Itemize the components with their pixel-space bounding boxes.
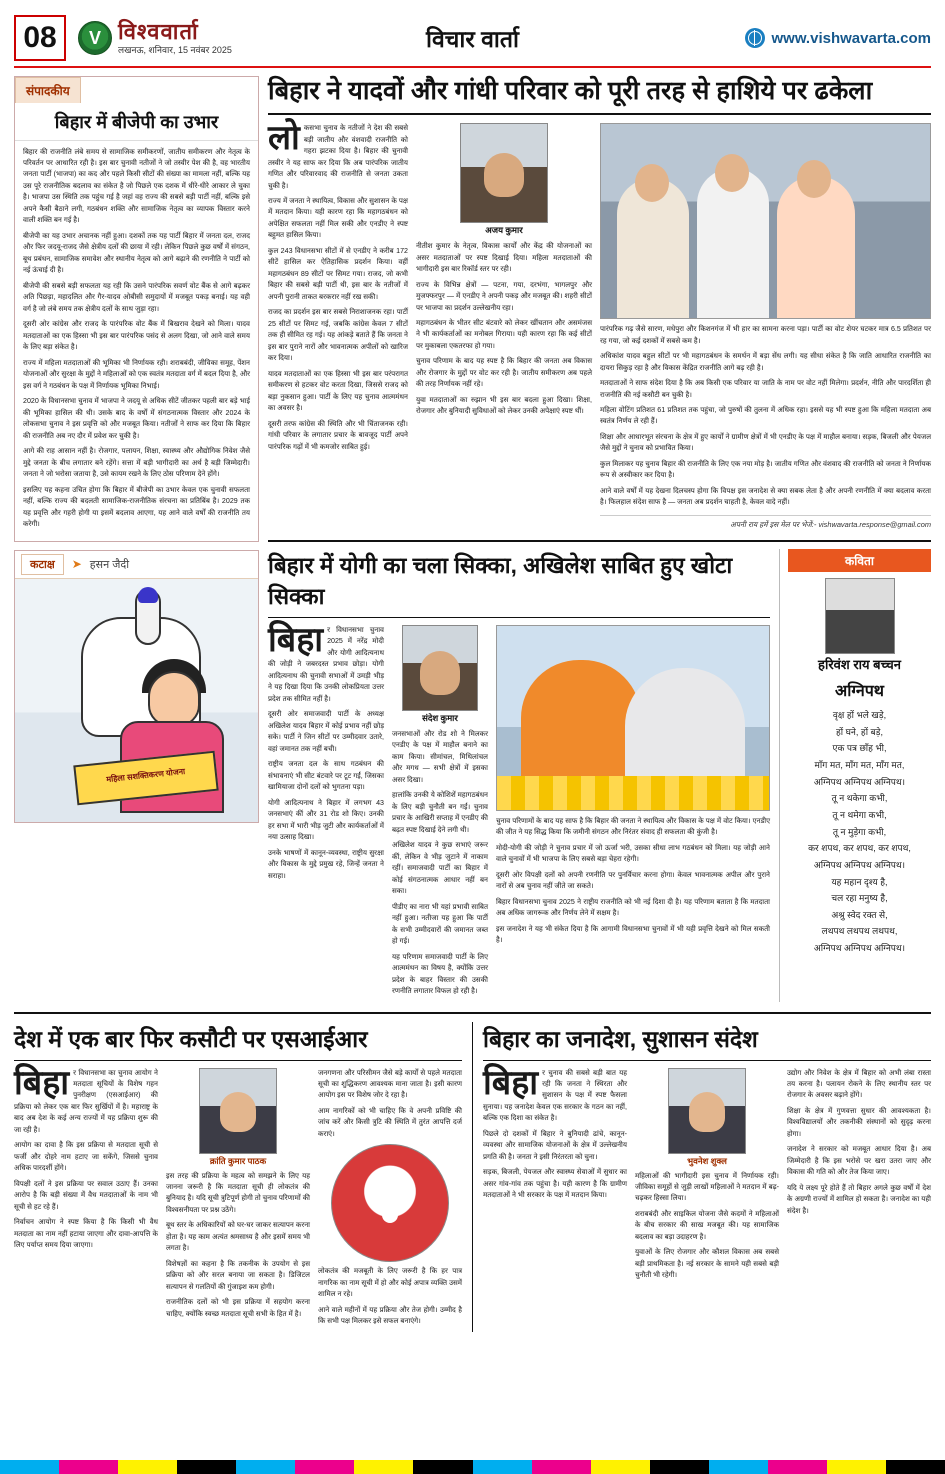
color-swatch (886, 1460, 945, 1474)
poem-line: तू न थकेगा कभी, (831, 793, 888, 804)
poem-lines (788, 707, 931, 957)
cartoon-header (15, 551, 258, 579)
arrow-right-icon: ➤ (71, 557, 82, 572)
second-para: हालांकि उनकी ये कोशिशें महागठबंधन के लिए बड़ी चुनौती बन गईं। चुनाव प्रचार के आखिरी सप्ताह में एनडीए की बढ़त स्पष्ट दिखाई देने लगी थी। (392, 791, 488, 834)
editorial-box (14, 76, 259, 542)
editorial-headline: बिहार में बीजेपी का उभार (15, 103, 258, 141)
page-number: 08 (14, 15, 66, 61)
story-four-column-3 (787, 1068, 931, 1286)
second-para: दूसरी ओर विपक्षी दलों को अपनी रणनीति पर पुनर्विचार करना होगा। केवल भावनात्मक अपील और पुराने नारों से अब चुनाव नहीं जीते जा सकते। (496, 870, 770, 891)
second-para: अखिलेश यादव ने कुछ सभाएं जरूर कीं, लेकिन वे भीड़ जुटाने में नाकाम रहीं। समाजवादी पार्टी का बिहार में कोई संगठनात्मक आधार नहीं बन सका। (392, 841, 488, 896)
website-url: www.vishwavarta.com (771, 29, 931, 47)
lead-para: आने वाले वर्षों में यह देखना दिलचस्प होगा कि विपक्ष इस जनादेश से क्या सबक लेता है और अपनी रणनीति में क्या बदलाव करता है। फिलहाल संदेश साफ है — जनता अब प्रदर्शन चाहती है, केवल वादे नहीं। (600, 486, 931, 507)
color-swatch (177, 1460, 236, 1474)
mail-note[interactable]: अपनी राय हमें इस मेल पर भेजें:- vishwavarta.response@gmail.com (600, 515, 931, 530)
lead-para: कुल मिलाकर यह चुनाव बिहार की राजनीति के लिए एक नया मोड़ है। जातीय गणित और वंशवाद की राजनीति को जनता ने निर्णायक रूप से अस्वीकार कर दिया है। (600, 459, 931, 480)
lead-story (268, 76, 931, 530)
poem-line: अग्निपथ अग्निपथ अग्निपथ। (813, 776, 906, 787)
editorial-body (15, 141, 258, 535)
placard-text: महिला सशक्तिकरण योजना (105, 766, 186, 784)
story-three-column-2 (166, 1068, 310, 1332)
photo-face (797, 160, 831, 198)
color-swatch (59, 1460, 118, 1474)
ink-mark (138, 587, 158, 603)
main-column (268, 76, 931, 1002)
color-swatch (413, 1460, 472, 1474)
second-para: बिहार विधानसभा चुनाव 2025 ने राष्ट्रीय राजनीति को भी नई दिशा दी है। यह परिणाम बताता है कि मतदाता अब अधिक जागरूक और निर्णय लेने में सक्षम है। (496, 897, 770, 918)
second-para: चुनाव परिणामों के बाद यह साफ है कि बिहार की जनता ने स्थायित्व और विकास के पक्ष में वोट किया। एनडीए की जीत ने यह सिद्ध किया कि जमीनी संगठन और निरंतर संवाद ही सफलता की कुंजी है। (496, 816, 770, 837)
paper-logo[interactable] (78, 21, 232, 55)
poem-box (779, 549, 931, 1002)
story-three-para: इस तरह की प्रक्रिया के महत्व को समझने के लिए यह जानना जरूरी है कि मतदाता सूची ही लोकतंत्र की बुनियाद है। यदि सूची त्रुटिपूर्ण होगी तो चुनाव परिणामों की विश्वसनीयता पर प्रश्न उठेंगे। (166, 1171, 310, 1214)
cartoon-image (15, 579, 258, 822)
second-para: र विधानसभा चुनाव 2025 में नरेंद्र मोदी और योगी आदित्यनाथ की जोड़ी ने जबरदस्त प्रभाव छोड़ा। योगी आदित्यनाथ की चुनावी सभाओं में उमड़ी भीड़ ने यह दिखा दिया कि उनकी लोकप्रियता उत्तर प्रदेश तक सीमित नहीं है। (268, 625, 384, 703)
second-para: यह परिणाम समाजवादी पार्टी के लिए आत्ममंथन का विषय है, क्योंकि उत्तर प्रदेश के बाहर विस्तार की उसकी रणनीति लगातार विफल हो रही है। (392, 952, 488, 996)
story-four-para: जनादेश ने सरकार को मजबूत आधार दिया है। अब जिम्मेदारी है कि इस भरोसे पर खरा उतरा जाए और विकास की गति को और तेज किया जाए। (787, 1145, 931, 1177)
story-four-para: शिक्षा के क्षेत्र में गुणवत्ता सुधार की आवश्यकता है। विश्वविद्यालयों और तकनीकी संस्थानों को सुदृढ़ करना होगा। (787, 1106, 931, 1138)
globe-icon (745, 28, 765, 48)
color-swatch (591, 1460, 650, 1474)
cartoon-artist: हसन जैदी (89, 558, 130, 571)
cartoon-tag: कटाक्ष (21, 554, 64, 575)
editorial-para: 2020 के विधानसभा चुनाव में भाजपा ने जदयू से अधिक सीटें जीतकर पहली बार बड़े भाई की भूमिका हासिल की थी। उसके बाद के वर्षों में संगठनात्मक विस्तार और 2024 के लोकसभा चुनाव ने इस प्रवृत्ति को और मजबूत किया। नतीजों ने साफ कर दिया कि बिहार की राजनीति अब नए दौर में प्रवेश कर चुकी है। (23, 397, 250, 440)
lead-para: अधिकांश यादव बहुल सीटों पर भी महागठबंधन के समर्थन में बड़ा सेंध लगी। यह सीधा संकेत है कि जाति आधारित राजनीति का दायरा सिकुड़ रहा है और विकास केंद्रित राजनीति आगे बढ़ रही है। (600, 352, 931, 372)
paper-name: विश्ववार्ता (118, 19, 199, 44)
second-para: योगी आदित्यनाथ ने बिहार में लगभग 43 जनसभाएं कीं और 31 रोड शो किए। उनकी हर सभा में भारी भीड़ जुटी और कार्यकर्ताओं में नया उत्साह दिखा। (268, 798, 384, 842)
author-photo (402, 625, 478, 711)
story-four-column-1 (483, 1063, 627, 1286)
story-four-para: यदि ये लक्ष्य पूरे होते हैं तो बिहार अगले कुछ वर्षों में देश के अग्रणी राज्यों में शामिल हो सकता है। जनादेश का यही संदेश है। (787, 1183, 931, 1215)
story-four-para: सड़क, बिजली, पेयजल और स्वास्थ्य सेवाओं में सुधार का असर गांव-गांव तक पहुंचा है। यही कारण है कि ग्रामीण मतदाताओं ने भी सरकार के पक्ष में मतदान किया। (483, 1168, 627, 1200)
poem-line: अग्निपथ अग्निपथ अग्निपथ। (813, 859, 906, 870)
story-three-para: निर्वाचन आयोग ने स्पष्ट किया है कि किसी भी वैध मतदाता का नाम नहीं हटाया जाएगा और दावा-आपत्ति के लिए पर्याप्त समय दिया जाएगा। (14, 1218, 158, 1250)
story-four-para: पिछले दो दशकों में बिहार ने बुनियादी ढांचे, कानून-व्यवस्था और सामाजिक योजनाओं के क्षेत्र में उल्लेखनीय प्रगति की है। जनता ने इसी निरंतरता को चुना। (483, 1129, 627, 1161)
lead-para: राज्य में जनता ने स्थायित्व, विकास और सुशासन के पक्ष में मतदान किया। यही कारण रहा कि महागठबंधन को अपेक्षित सफलता नहीं मिल सकी और एनडीए ने स्पष्ट बहुमत हासिल किया। (268, 196, 408, 240)
author-photo (668, 1068, 746, 1154)
second-para: इस जनादेश ने यह भी संकेत दिया है कि आगामी विधानसभा चुनावों में भी यही प्रवृत्ति देखने को मिल सकती है। (496, 924, 770, 945)
author-name: अजय कुमार (485, 225, 523, 236)
editorial-para: दूसरी ओर कांग्रेस और राजद के पारंपरिक वोट बैंक में बिखराव देखने को मिला। यादव मतदाताओं का एक हिस्सा भी इस बार पारंपरिक पसंद से अलग दिखा, जो आने वाले समय के लिए बड़ा संकेत है। (23, 320, 250, 352)
lead-para: युवा मतदाताओं का रुझान भी इस बार बदला हुआ दिखा। शिक्षा, रोजगार और बुनियादी सुविधाओं को लेकर उनकी अपेक्षाएं स्पष्ट थीं। (416, 395, 592, 416)
cartoon-box (14, 550, 259, 823)
second-dropcap: बिहा (268, 620, 324, 659)
story-four-para: र चुनाव की सबसे बड़ी बात यह रही कि जनता ने स्थिरता और सुशासन के पक्ष में स्पष्ट फैसला सुनाया। यह जनादेश केवल एक सरकार के गठन का नहीं, बल्कि एक दिशा का संकेत है। (483, 1068, 627, 1123)
story-four-column-2 (635, 1068, 779, 1286)
second-column-2 (392, 625, 488, 1002)
second-para: उनके भाषणों में कानून-व्यवस्था, राष्ट्रीय सुरक्षा और विकास के मुद्दे प्रमुख रहे, जिन्हें जनता ने सराहा। (268, 848, 384, 880)
poem-title: अग्निपथ (834, 683, 885, 701)
poem-line: लथपथ लथपथ लथपथ, (821, 926, 898, 937)
author-photo (199, 1068, 277, 1154)
editorial-para: बीजेपी की सबसे बड़ी सफलता यह रही कि उसने पारंपरिक सवर्ण वोट बैंक से आगे बढ़कर अति पिछड़ा, महादलित और गैर-यादव ओबीसी समुदायों में मजबूत पकड़ बनाई। यह वही वर्ग है जो लंबे समय तक क्षेत्रीय दलों के साथ जुड़ा रहा। (23, 281, 250, 313)
story-three-para: बूथ स्तर के अधिकारियों को घर-घर जाकर सत्यापन करना होता है। यह काम अत्यंत श्रमसाध्य है और इसमें समय भी लगता है। (166, 1221, 310, 1253)
lead-para: महागठबंधन के भीतर सीट बंटवारे को लेकर खींचतान और असमंजस ने भी कार्यकर्ताओं का मनोबल गिराया। यही कारण रहा कि कई सीटों पर मुकाबला एकतरफा हो गया। (416, 318, 592, 350)
lead-para: नीतीश कुमार के नेतृत्व, विकास कार्यों और केंद्र की योजनाओं का असर मतदाताओं पर स्पष्ट दिखाई दिया। महिला मतदाताओं की भागीदारी इस बार रिकॉर्ड स्तर पर रही। (416, 242, 592, 274)
story-four-para: युवाओं के लिए रोजगार और कौशल विकास अब सबसे बड़ी प्राथमिकता है। नई सरकार के सामने यही सबसे बड़ी चुनौती भी रहेगी। (635, 1248, 779, 1280)
second-story (268, 549, 770, 1002)
left-column (14, 76, 259, 1002)
second-para: राष्ट्रीय जनता दल के साथ गठबंधन की संभावनाएं भी सीट बंटवारे पर टूट गईं, जिसका खामियाजा दोनों दलों को भुगतना पड़ा। (268, 760, 384, 792)
photo-flowers (497, 776, 769, 810)
editorial-para: आगे की राह आसान नहीं है। रोजगार, पलायन, शिक्षा, स्वास्थ्य और औद्योगिक निवेश जैसे मुद्दे जनता के बीच लगातार बने रहेंगे। सत्ता में बड़ी भागीदारी का अर्थ है बड़ी जिम्मेदारी। जनता ने जो भरोसा जताया है, उसे कायम रखने के लिए ठोस परिणाम देने होंगे। (23, 447, 250, 479)
lead-column-3 (600, 123, 931, 530)
story-three-column-1 (14, 1063, 158, 1332)
story-three-para: आयोग का दावा है कि इस प्रक्रिया से मतदाता सूची से फर्जी और दोहरे नाम हटाए जा सकेंगे, जिससे चुनाव अधिक पारदर्शी होंगे। (14, 1141, 158, 1173)
lead-para: मतदाताओं ने साफ संदेश दिया है कि अब किसी एक परिवार या जाति के नाम पर वोट नहीं मिलेगा। प्रदर्शन, नीति और पारदर्शिता ही राजनीति की नई कसौटी बन चुकी है। (600, 379, 931, 399)
story-three-para: र विधानसभा का चुनाव आयोग ने मतदाता सूचियों के विशेष गहन पुनरीक्षण (एसआईआर) की प्रक्रिया को लेकर एक बार फिर सुर्खियों में है। महाराष्ट्र के बाद अब देश के कई अन्य राज्यों में यह प्रक्रिया शुरू की जा रही है। (14, 1068, 158, 1134)
lead-para: राज्य के विभिन्न क्षेत्रों — पटना, गया, दरभंगा, भागलपुर और मुजफ्फरपुर — में एनडीए ने अपनी पकड़ और मजबूत की। शहरी सीटों पर भाजपा का प्रदर्शन उल्लेखनीय रहा। (416, 280, 592, 312)
poem-section-label: कविता (788, 549, 931, 572)
poem-line: चल रहा मनुष्य है, (831, 893, 888, 904)
bottom-section (14, 1012, 931, 1332)
photo-face (715, 154, 749, 192)
second-para: मोदी-योगी की जोड़ी ने चुनाव प्रचार में जो ऊर्जा भरी, उसका सीधा लाभ गठबंधन को मिला। यह जोड़ी आने वाले चुनावों में भी भाजपा के लिए सबसे बड़ा चेहरा रहेगी। (496, 843, 770, 864)
color-swatch (827, 1460, 886, 1474)
story-three-column-3 (318, 1068, 462, 1332)
story-three-para: राजनीतिक दलों को भी इस प्रक्रिया में सहयोग करना चाहिए, क्योंकि स्वच्छ मतदाता सूची सभी के हित में है। (166, 1298, 310, 1318)
story-three-para: विपक्षी दलों ने इस प्रक्रिया पर सवाल उठाए हैं। उनका आरोप है कि बड़ी संख्या में वैध मतदाताओं के नाम भी सूची से हट रहे हैं। (14, 1179, 158, 1211)
lead-para: पारंपरिक गढ़ जैसे सारण, मधेपुरा और किशनगंज में भी हार का सामना करना पड़ा। पार्टी का वोट शेयर घटकर मात्र 6.5 प्रतिशत पर रह गया, जो कई दशकों में सबसे कम है। (600, 325, 931, 345)
poem-line: माँग मत, माँग मत, माँग मत, (814, 760, 905, 771)
second-para: जनसभाओं और रोड शो ने मिलकर एनडीए के पक्ष में माहौल बनाने का काम किया। सीमांचल, मिथिलांचल और मगध — सभी क्षेत्रों में इसका असर दिखा। (392, 729, 488, 784)
color-swatch (473, 1460, 532, 1474)
story-three-dropcap: बिहा (14, 1063, 70, 1102)
story-four-para: महिलाओं की भागीदारी इस चुनाव में निर्णायक रही। जीविका समूहों से जुड़ी लाखों महिलाओं ने मतदान में बढ़-चढ़कर हिस्सा लिया। (635, 1171, 779, 1203)
masthead (14, 10, 931, 68)
poem-line: तू न थमेगा कभी, (832, 809, 887, 820)
color-swatch (354, 1460, 413, 1474)
poem-line: वृक्ष हों भले खड़े, (832, 710, 887, 721)
lead-para: कुल 243 विधानसभा सीटों में से एनडीए ने करीब 172 सीटें हासिल कर ऐतिहासिक प्रदर्शन किया। वहीं महागठबंधन 89 सीटों पर सिमट गया। राजद, जो कभी बिहार की सबसे बड़ी पार्टी थी, इस बार के नतीजों में अपनी पुरानी ताकत बरकरार नहीं रख सकी। (268, 246, 408, 301)
story-three-para: आने वाले महीनों में यह प्रक्रिया और तेज होगी। उम्मीद है कि सभी पक्ष मिलकर इसे सफल बनाएंगे। (318, 1305, 462, 1326)
color-swatch (236, 1460, 295, 1474)
story-four-headline: बिहार का जनादेश, सुशासन संदेश (483, 1022, 931, 1061)
color-swatch (768, 1460, 827, 1474)
lead-photo (600, 123, 931, 319)
author-name: क्रांति कुमार पाठक (209, 1155, 267, 1166)
registration-color-bar (0, 1460, 945, 1474)
lead-column-1 (268, 119, 408, 530)
second-column-3 (496, 625, 770, 1002)
lead-column-2 (416, 123, 592, 530)
second-photo (496, 625, 770, 811)
editorial-para: राज्य में महिला मतदाताओं की भूमिका भी निर्णायक रही। शराबबंदी, जीविका समूह, पेंशन योजनाओं और सुरक्षा के मुद्दों ने महिलाओं को एक स्वतंत्र मतदाता वर्ग में बदल दिया है, और इस वर्ग ने गठबंधन के पक्ष में निर्णायक भूमिका निभाई। (23, 358, 250, 390)
editorial-para: बीजेपी का यह उभार अचानक नहीं हुआ। दशकों तक यह पार्टी बिहार में जनता दल, राजद और फिर जदयू-राजद जैसे क्षेत्रीय दलों की छाया में रही। लेकिन पिछले कुछ वर्षों में संगठन, बूथ प्रबंधन, सामाजिक समावेश और स्थानीय नेतृत्व को आगे बढ़ाने की रणनीति ने पार्टी को नई ऊंचाई दी है। (23, 231, 250, 275)
lead-para: दूसरी तरफ कांग्रेस की स्थिति और भी चिंताजनक रही। गांधी परिवार के लगातार प्रचार के बावजूद पार्टी अपने पारंपरिक गढ़ों में भी कमजोर साबित हुई। (268, 419, 408, 451)
color-swatch (532, 1460, 591, 1474)
section-title: विचार वार्ता (426, 26, 519, 52)
color-swatch (295, 1460, 354, 1474)
color-swatch (650, 1460, 709, 1474)
color-swatch (0, 1460, 59, 1474)
second-para: दूसरी ओर समाजवादी पार्टी के अध्यक्ष अखिलेश यादव बिहार में कोई प्रभाव नहीं छोड़ सके। पार्टी ने जिन सीटों पर उम्मीदवार उतारे, वहां जमानत तक नहीं बची। (268, 710, 384, 753)
photo-face (635, 164, 669, 202)
story-three-headline: देश में एक बार फिर कसौटी पर एसआईआर (14, 1022, 462, 1061)
story-three-para: लोकतंत्र की मजबूती के लिए जरूरी है कि हर पात्र नागरिक का नाम सूची में हो और कोई अपात्र व्यक्ति उसमें शामिल न रहे। (318, 1267, 462, 1299)
lead-dropcap: लो (268, 119, 300, 158)
poem-line: यह महान दृश्य है, (831, 876, 888, 887)
edition-line: लखनऊ, शनिवार, 15 नवंबर 2025 (118, 45, 232, 55)
second-story-section (268, 540, 931, 1002)
author-photo (460, 123, 548, 223)
story-four-para: शराबबंदी और साइकिल योजना जैसे कदमों ने महिलाओं के बीच सरकार की साख मजबूत की। यह सामाजिक बदलाव का बड़ा उदाहरण है। (635, 1209, 779, 1241)
editorial-tab: संपादकीय (15, 77, 81, 103)
second-para: पीडीए का नारा भी यहां प्रभावी साबित नहीं हुआ। नतीजा यह हुआ कि पार्टी के सभी उम्मीदवारों की जमानत जब्त हो गई। (392, 902, 488, 946)
story-four (472, 1022, 931, 1332)
page-content (14, 76, 931, 1002)
lead-para: राजद का प्रदर्शन इस बार सबसे निराशाजनक रहा। पार्टी 25 सीटों पर सिमट गई, जबकि कांग्रेस केवल 7 सीटों तक ही सीमित रह गई। यह आंकड़े बताते हैं कि जनता ने इस बार पुराने नारों और भावनात्मक अपीलों को खारिज कर दिया। (268, 308, 408, 363)
ballot-illustration (331, 1144, 449, 1262)
editorial-para: इसलिए यह कहना उचित होगा कि बिहार में बीजेपी का उभार केवल एक चुनावी सफलता नहीं, बल्कि राज्य की बदलती सामाजिक-राजनीतिक संरचना का प्रतिबिंब है। 2029 तक यह प्रवृत्ति और गहरी होगी या इसमें बदलाव आएगा, यह आने वाले वर्षों की राजनीति तय करेगी। (23, 485, 250, 529)
paper-emblem-icon (78, 21, 112, 55)
story-three-para: आम नागरिकों को भी चाहिए कि वे अपनी प्रविष्टि की जांच करें और किसी त्रुटि की स्थिति में तुरंत आपत्ति दर्ज कराएं। (318, 1106, 462, 1138)
lead-headline: बिहार ने यादवों और गांधी परिवार को पूरी तरह से हाशिये पर ढकेला (268, 76, 931, 115)
poet-photo (825, 578, 895, 654)
poem-line: एक पत्र छाँह भी, (832, 743, 887, 754)
poem-line: अश्रु स्वेद रक्त से, (831, 909, 888, 920)
character-head (148, 671, 200, 727)
poet-name: हरिवंश राय बच्चन (818, 656, 901, 672)
lead-para: कसभा चुनाव के नतीजों ने देश की सबसे बड़ी जातीय और वंशवादी राजनीति को गहरा झटका दिया है। बिहार की चुनावी तस्वीर ने यह साफ कर दिया कि अब पारंपरिक जातीय गणित और परिवारवाद की राजनीति से जनता उकता चुकी है। (268, 124, 408, 190)
poem-line: अग्निपथ अग्निपथ अग्निपथ। (813, 943, 906, 954)
color-swatch (709, 1460, 768, 1474)
second-column-1 (268, 620, 384, 1002)
story-three-para: जनगणना और परिसीमन जैसे बड़े कार्यों से पहले मतदाता सूची का शुद्धिकरण आवश्यक माना जाता है। इसी कारण आयोग इस पर विशेष जोर दे रहा है। (318, 1068, 462, 1100)
poem-line: तू न मुड़ेगा कभी, (832, 826, 887, 837)
author-name: भुवनेश शुक्ल (687, 1155, 727, 1166)
story-four-para: उद्योग और निवेश के क्षेत्र में बिहार को अभी लंबा रास्ता तय करना है। पलायन रोकने के लिए स्थानीय स्तर पर रोजगार के अवसर बढ़ाने होंगे। (787, 1068, 931, 1100)
lead-para: यादव मतदाताओं का एक हिस्सा भी इस बार परंपरागत समीकरण से हटकर वोट करता दिखा, जिससे राजद को बड़ा नुकसान हुआ। पार्टी के लिए यह चुनाव आत्ममंथन का अवसर है। (268, 369, 408, 413)
lead-para: शिक्षा और आधारभूत संरचना के क्षेत्र में हुए कार्यों ने ग्रामीण क्षेत्रों में भी एनडीए के पक्ष में माहौल बनाया। सड़क, बिजली और पेयजल जैसे मुद्दों ने चुनाव को प्रभावित किया। (600, 432, 931, 453)
story-three (14, 1022, 462, 1332)
website-link[interactable] (745, 28, 931, 48)
second-headline: बिहार में योगी का चला सिक्का, अखिलेश साबित हुए खोटा सिक्का (268, 549, 770, 618)
poem-line: हों घने, हों बड़े, (836, 726, 883, 737)
poem-line: कर शपथ, कर शपथ, कर शपथ, (808, 843, 911, 854)
lead-para: महिला वोटिंग प्रतिशत 61 प्रतिशत तक पहुंचा, जो पुरुषों की तुलना में अधिक रहा। इससे यह भी स्पष्ट हुआ कि महिला मतदाता अब स्वतंत्र निर्णय ले रही हैं। (600, 405, 931, 426)
author-name: संदेश कुमार (422, 712, 458, 723)
color-swatch (118, 1460, 177, 1474)
lead-para: चुनाव परिणाम के बाद यह स्पष्ट है कि बिहार की जनता अब विकास और रोजगार के मुद्दों पर वोट कर रही है। जातीय समीकरण अब पहले की तरह निर्णायक नहीं रहे। (416, 357, 592, 389)
story-four-dropcap: बिहा (483, 1063, 539, 1102)
story-three-para: विशेषज्ञों का कहना है कि तकनीक के उपयोग से इस प्रक्रिया को और सरल बनाया जा सकता है। डिजिटल सत्यापन से गलतियों की गुंजाइश कम होगी। (166, 1259, 310, 1291)
editorial-para: बिहार की राजनीति लंबे समय से सामाजिक समीकरणों, जातीय समीकरण और नेतृत्व के परिवर्तन पर आधारित रही है। इस बार चुनावी नतीजों ने जो तस्वीर पेश की है, वह भारतीय जनता पार्टी (भाजपा) का कद और पहले किसी सीटों की संख्या का मामला नहीं, बल्कि यह उस पूरे राजनीतिक बदलाव का संकेत है जो पिछले एक दशक में धीरे-धीरे आकार ले चुका है। भाजपा उस स्थिति तक पहुंच गई है जहां वह राज्य की सबसे बड़ी पार्टी नहीं, बल्कि इसे अपने कैसी बैठाने लगी, गठबंधन शक्ति और सामाजिक नेतृत्व का व्यापक विस्तार करने वाली शक्ति बन गई है। (23, 147, 250, 225)
